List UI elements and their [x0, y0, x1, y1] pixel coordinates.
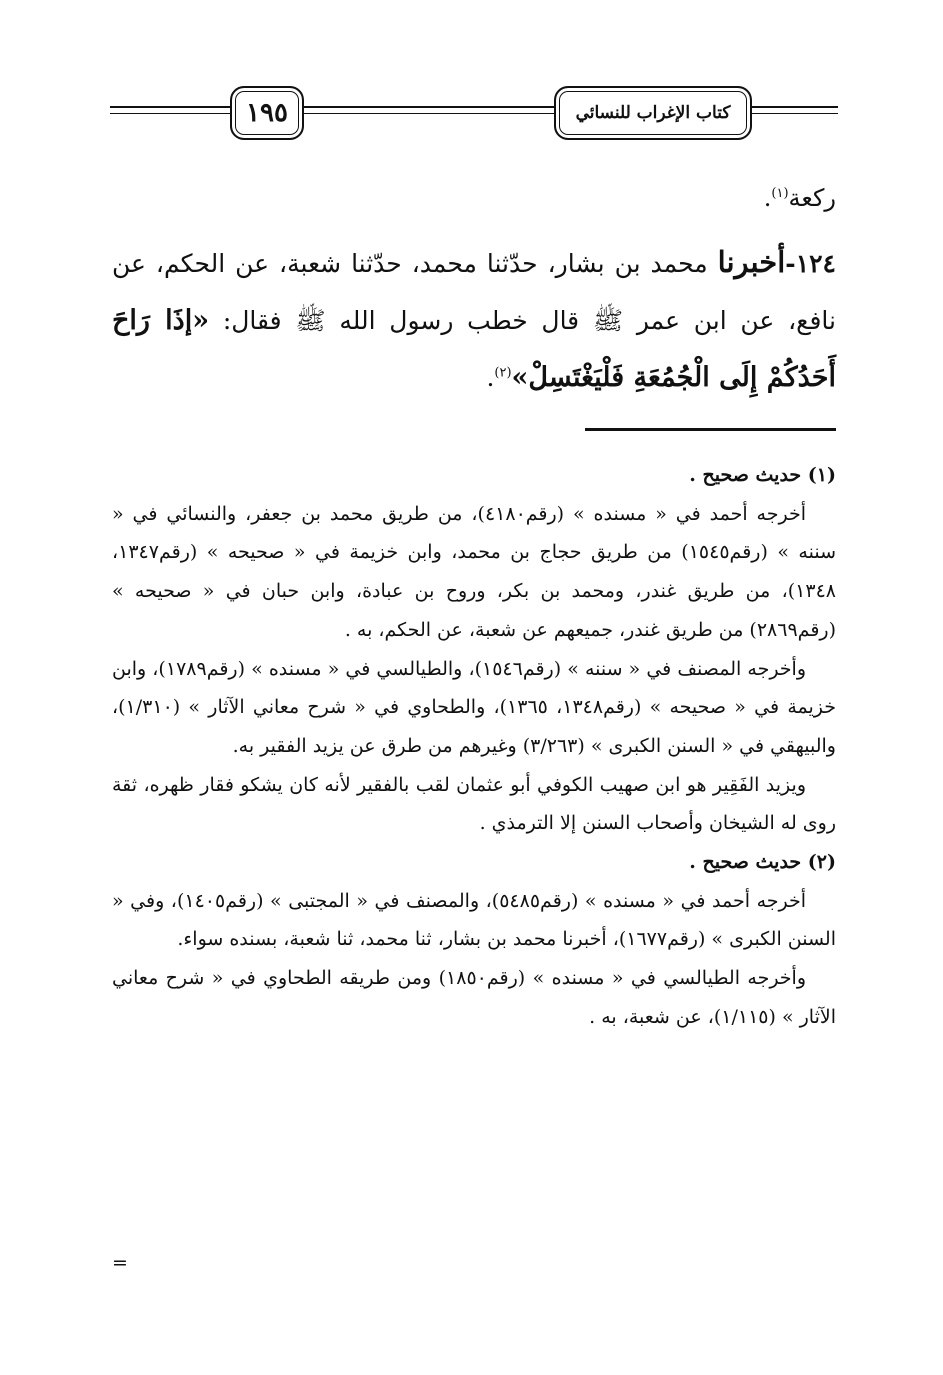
footnote-ref-1: (١) [771, 186, 789, 201]
book-title: كتاب الإغراب للنسائي [554, 86, 752, 140]
footnote-2-heading: (٢) حديث صحيح . [689, 851, 836, 874]
footnote-1-heading: (١) حديث صحيح . [689, 464, 836, 486]
footnotes [112, 456, 836, 1037]
footnote-2-paragraph: وأخرجه الطيالسي في « مسنده » (رقم١٨٥٠) ومن طريقه الطحاوي في « شرح معاني الآثار » (١/١١٥)، عن شعبة، به . [112, 967, 836, 1028]
footnote-1-paragraph: وأخرجه المصنف في « سننه » (رقم١٥٤٦)، والطيالسي في « مسنده » (رقم١٧٨٩)، وابن خزيمة في « صحيحه » (رقم١٣٤٨، ١٣٦٥)، والطحاوي في « شرح معاني الآثار » (١/٣١٠)، والبيهقي في « السنن الكبرى » (٣/٢٦٣) وغيرهم من طرق عن يزيد الفقير به. [112, 657, 837, 757]
header-rule-left-thin [110, 113, 230, 114]
page-header [110, 78, 838, 144]
footnote-separator [585, 428, 836, 431]
akhbarana-word: أخبرنا [717, 245, 786, 279]
footnote-2-paragraph: أخرجه أحمد في « مسنده » (رقم٥٤٨٥)، والمصنف في « المجتبى » (رقم١٤٠٥)، وفي « السنن الكبرى » (رقم١٦٧٧)، أخبرنا محمد بن بشار، ثنا محمد، ثنا شعبة، بسنده سواء. [112, 889, 836, 951]
carry-text: ركعة [788, 184, 836, 212]
header-rule-right [750, 106, 838, 108]
carry-end: . [763, 184, 772, 212]
hadith-isnad: محمد بن بشار، حدّثنا محمد، حدّثنا شعبة، عن الحكم، عن نافع، عن ابن عمر ﷺ قال خطب رسول الله ﷺ فقال: [112, 249, 836, 335]
footnote-1-paragraph: أخرجه أحمد في « مسنده » (رقم٤١٨٠)، من طريق محمد بن جعفر، والنسائي في « سننه » (رقم١٥٤٥) من طريق حجاج بن محمد، وابن خزيمة في « صحيحه » (رقم١٣٤٧، ١٣٤٨)، من طريق غندر، ومحمد بن بكر، وروح بن عبادة، وابن حبان في « صحيحه » (رقم٢٨٦٩) من طريق غندر، جميعهم عن شعبة، عن الحكم، به . [112, 502, 837, 641]
continuation-mark: = [112, 1252, 128, 1274]
hadith-matn: «إذَا رَاحَ أَحَدُكُمْ إِلَى الْجُمُعَةِ فَلْيَغْتَسِلْ» [112, 305, 836, 393]
carry-over-line [112, 178, 836, 218]
header-rule-middle-thin [302, 113, 554, 114]
hadith-text [112, 234, 836, 406]
hadith-end: . [486, 363, 495, 392]
page-number: ١٩٥ [230, 86, 304, 140]
header-rule-middle [302, 106, 554, 108]
header-rule-right-thin [750, 113, 838, 114]
header-rule-left [110, 106, 230, 108]
footnote-1-paragraph: ويزيد الفَقِير هو ابن صهيب الكوفي أبو عثمان لقب بالفقير لأنه كان يشكو فقار ظهره، ثقة روى له الشيخان وأصحاب السنن إلا الترمذي . [112, 773, 836, 835]
footnote-ref-2: (٢) [494, 365, 512, 381]
hadith-number: ١٢٤- [785, 249, 836, 278]
